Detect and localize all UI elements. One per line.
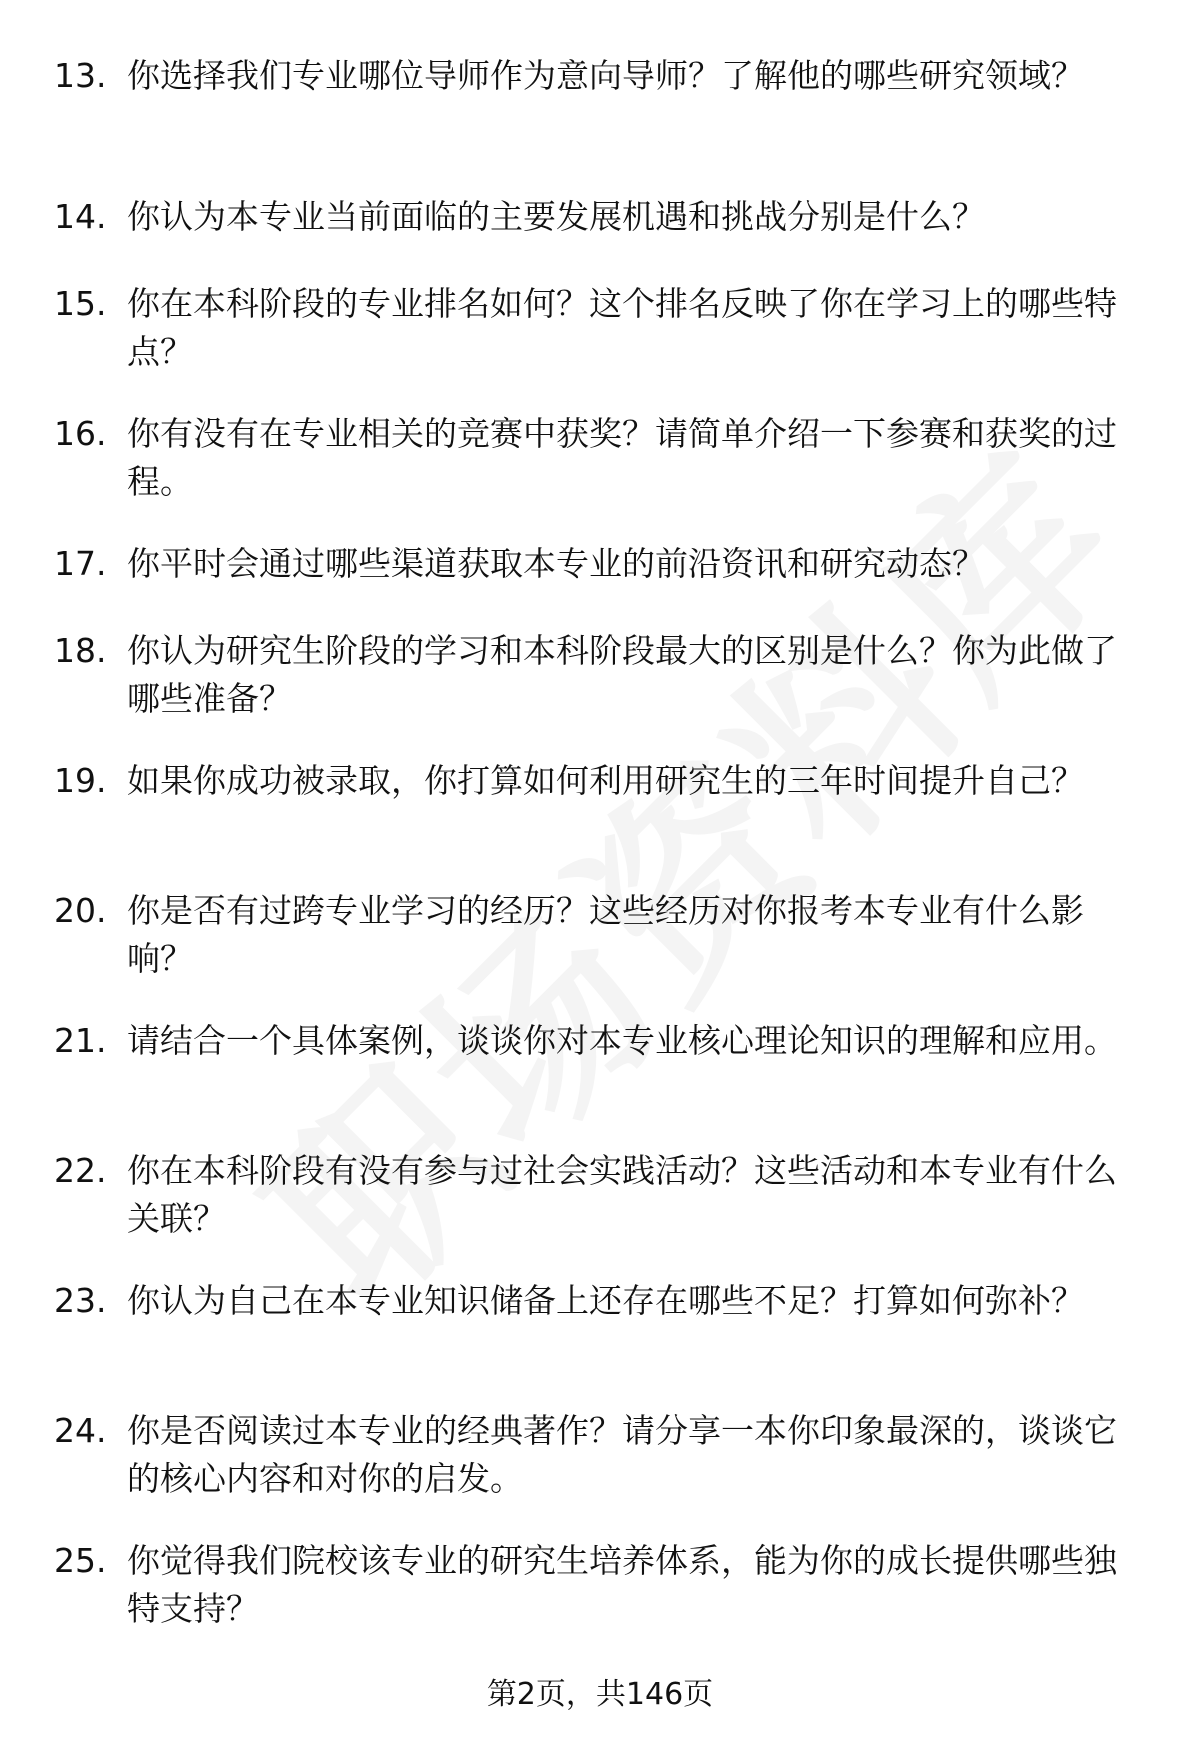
question-text: 你认为自己在本专业知识储备上还存在哪些不足？打算如何弥补？: [127, 1281, 1084, 1320]
question-text: 你觉得我们院校该专业的研究生培养体系，能为你的成长提供哪些独特支持？: [127, 1541, 1117, 1628]
question-number: 14.: [54, 197, 107, 236]
question-number: 17.: [54, 544, 107, 583]
question-number: 19.: [54, 761, 107, 800]
question-text: 你在本科阶段的专业排名如何？这个排名反映了你在学习上的哪些特点？: [127, 284, 1117, 371]
question-text: 你是否有过跨专业学习的经历？这些经历对你报考本专业有什么影响？: [127, 891, 1084, 978]
question-number: 23.: [54, 1281, 107, 1320]
question-text: 你平时会通过哪些渠道获取本专业的前沿资讯和研究动态？: [127, 544, 985, 583]
question-text: 你选择我们专业哪位导师作为意向导师？了解他的哪些研究领域？: [127, 56, 1084, 95]
question-number: 15.: [54, 284, 107, 323]
question-text: 你在本科阶段有没有参与过社会实践活动？这些活动和本专业有什么关联？: [127, 1151, 1117, 1238]
question-text: 请结合一个具体案例，谈谈你对本专业核心理论知识的理解和应用。: [127, 1021, 1117, 1060]
question-number: 20.: [54, 891, 107, 930]
question-number: 13.: [54, 56, 107, 95]
question-number: 24.: [54, 1411, 107, 1450]
question-text: 你认为研究生阶段的学习和本科阶段最大的区别是什么？你为此做了哪些准备？: [127, 631, 1117, 718]
question-text: 你认为本专业当前面临的主要发展机遇和挑战分别是什么？: [127, 197, 985, 236]
page-number-footer: 第2页，共146页: [486, 1677, 714, 1712]
question-number: 21.: [54, 1021, 107, 1060]
question-text: 你是否阅读过本专业的经典著作？请分享一本你印象最深的，谈谈它的核心内容和对你的启发。: [127, 1411, 1117, 1498]
question-number: 22.: [54, 1151, 107, 1190]
question-number: 25.: [54, 1541, 107, 1580]
question-text: 如果你成功被录取，你打算如何利用研究生的三年时间提升自己？: [127, 761, 1084, 800]
question-number: 16.: [54, 414, 107, 453]
question-text: 你有没有在专业相关的竞赛中获奖？请简单介绍一下参赛和获奖的过程。: [127, 414, 1117, 501]
question-number: 18.: [54, 631, 107, 670]
